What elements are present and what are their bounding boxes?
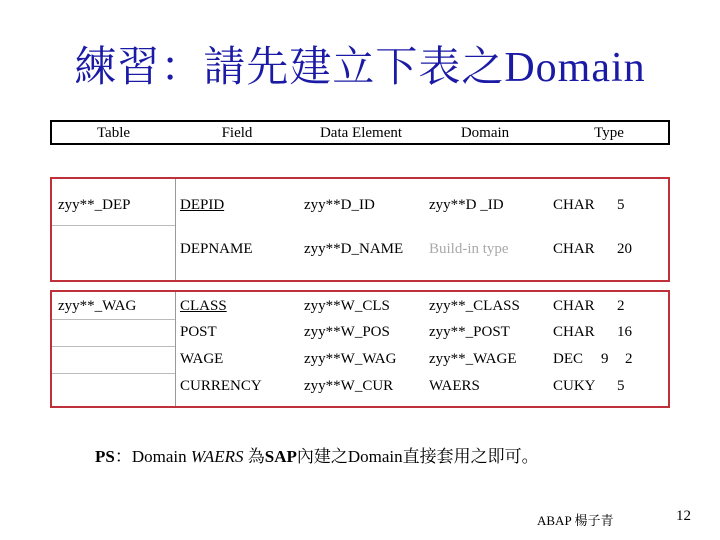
header-type: Type xyxy=(594,125,624,141)
field-cell: DEPID xyxy=(180,197,225,213)
data-element-cell: zyy**D_NAME xyxy=(304,241,404,257)
domain-cell: zyy**_CLASS xyxy=(429,298,520,314)
data-element-cell: zyy**W_CLS xyxy=(304,298,390,314)
data-element-cell: zyy**D_ID xyxy=(304,197,375,213)
decimals-cell: 2 xyxy=(625,351,633,367)
ps-text-b: 為 xyxy=(243,447,265,466)
type-cell: CHAR xyxy=(553,298,595,314)
domain-cell: zyy**D _ID xyxy=(429,197,504,213)
field-cell: DEPNAME xyxy=(180,241,253,257)
length-cell: 2 xyxy=(617,298,625,314)
field-cell: CURRENCY xyxy=(180,378,262,394)
ps-label: PS xyxy=(95,447,115,466)
domain-cell: WAERS xyxy=(429,378,480,394)
ps-note xyxy=(95,442,539,467)
table-group-dep xyxy=(50,177,670,282)
field-cell: POST xyxy=(180,324,217,340)
page-number: 12 xyxy=(676,508,691,524)
table-name-dep: zyy**_DEP xyxy=(58,197,131,213)
header-domain: Domain xyxy=(460,125,510,141)
data-element-cell: zyy**W_POS xyxy=(304,324,390,340)
length-cell: 16 xyxy=(617,324,632,340)
field-cell: WAGE xyxy=(180,351,224,367)
length-cell: 5 xyxy=(617,197,625,213)
ps-sap: SAP xyxy=(264,447,297,466)
header-field: Field xyxy=(221,125,253,141)
header-data-element: Data Element xyxy=(319,125,403,141)
data-element-cell: zyy**W_WAG xyxy=(304,351,397,367)
ps-colon: ： xyxy=(114,447,132,466)
slide-title: 練習：請先建立下表之Domain xyxy=(74,45,646,91)
domain-cell: Build-in type xyxy=(429,241,509,257)
field-cell: CLASS xyxy=(180,298,227,314)
type-cell: CHAR xyxy=(553,241,595,257)
table-name-wag: zyy**_WAG xyxy=(58,298,137,314)
header-table: Table xyxy=(96,125,131,141)
table-group-wag xyxy=(50,290,670,408)
data-element-cell: zyy**W_CUR xyxy=(304,378,394,394)
ps-text-a: Domain xyxy=(131,447,191,466)
type-cell: CHAR xyxy=(553,324,595,340)
length-cell: 5 xyxy=(617,378,625,394)
ps-domain-name: WAERS xyxy=(190,447,244,466)
domain-cell: zyy**_WAGE xyxy=(429,351,517,367)
length-cell: 20 xyxy=(617,241,632,257)
footer-author: ABAP 楊子青 xyxy=(537,513,614,528)
domain-cell: zyy**_POST xyxy=(429,324,510,340)
ps-text-c: 內建之 xyxy=(296,447,348,466)
ps-text-d: 直接套用之即可。 xyxy=(402,447,539,466)
length-cell: 9 xyxy=(601,351,609,367)
type-cell: DEC xyxy=(553,351,583,367)
table-header xyxy=(50,120,670,145)
ps-domain-word: Domain xyxy=(347,447,403,466)
type-cell: CHAR xyxy=(553,197,595,213)
type-cell: CUKY xyxy=(553,378,596,394)
